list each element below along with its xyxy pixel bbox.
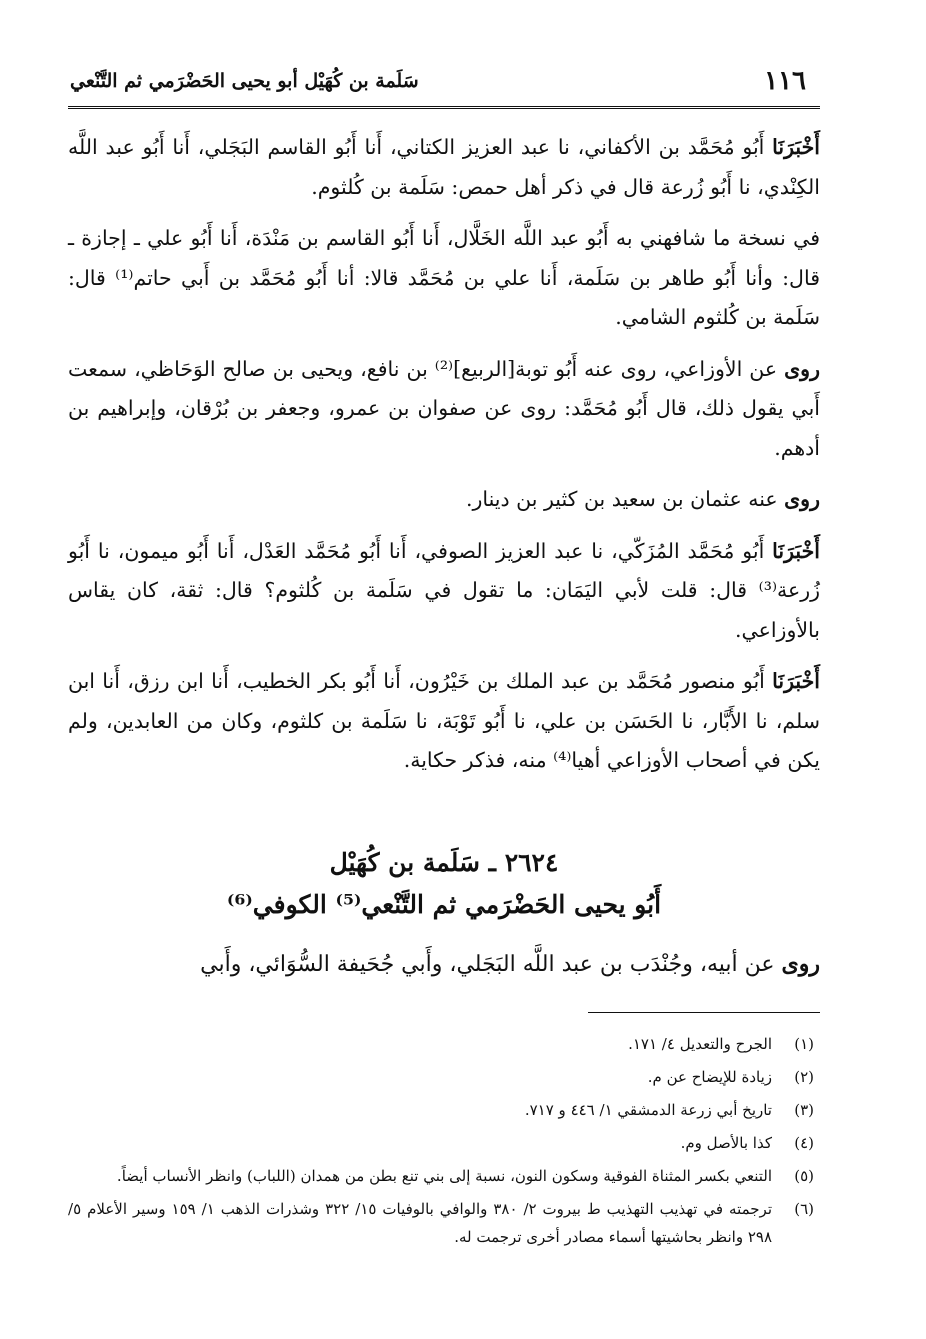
entry-lead: روى xyxy=(781,951,820,977)
footnote-text: كذا بالأصل وم. xyxy=(680,1134,772,1152)
paragraph-text: عنه عثمان بن سعيد بن كثير بن دينار. xyxy=(465,487,785,511)
paragraph xyxy=(68,128,820,207)
paragraph-lead: أَخْبَرَنَا xyxy=(772,669,820,693)
footnote-text: زيادة للإيضاح عن م. xyxy=(647,1068,772,1086)
paragraph-text: أَبُو منصور مُحَمَّد بن عبد الملك بن خَيْرُون، أَنا أَبُو بكر الخطيب، أَنا ابن رزق، أَنا ابن سلم، نا الأَبَّار، نا الحَسَن بن علي، نا أَبُو تَوْبَة، نا سَلَمة بن كلثوم، وكان من العابدين، ولم يكن في أصحاب الأوزاعي أهيا⁽⁴⁾ منه، فذكر حكاية. xyxy=(68,669,820,772)
paragraph-text: أَبُو مُحَمَّد المُزَكّي، نا عبد العزيز الصوفي، أَنا أَبُو مُحَمَّد العَدْل، أَنا أَبُو ميمون، نا أَبُو زُرعة⁽³⁾ قال: قلت لأبي اليَمَان: ما تقول في سَلَمة بن كُلثوم؟ قال: ثقة، كان يقاس بالأوزاعي. xyxy=(68,538,820,642)
footnotes xyxy=(68,1030,820,1256)
footnote xyxy=(68,1063,820,1091)
footnote-text: التنعي بكسر المثناة الفوقية وسكون النون، نسبة إلى بني تنع بطن من همدان (اللباب) وانظر الأنساب أيضاً. xyxy=(116,1167,772,1185)
footnote-number: (٤) xyxy=(794,1134,814,1152)
footnote-number: (٣) xyxy=(794,1101,814,1119)
footnote-text: تاريخ أبي زرعة الدمشقي ١/ ٤٤٦ و ٧١٧. xyxy=(524,1101,772,1119)
paragraph-text: عن الأوزاعي، روى عنه أَبُو توبة[الربيع]⁽²⁾ بن نافع، ويحيى بن صالح الوَحَاظي، سمعت أَبي يقول ذلك، قال أَبُو مُحَمَّد: روى عن صفوان بن عمرو، وجعفر بن بُرْقان، وإبراهيم بن أدهم. xyxy=(68,356,820,460)
footnote-number: (٢) xyxy=(794,1068,814,1086)
paragraph xyxy=(68,532,820,651)
page-header xyxy=(68,62,820,109)
paragraph xyxy=(68,219,820,338)
main-text xyxy=(68,128,820,793)
paragraph-lead: أَخْبَرَنَا xyxy=(772,538,820,563)
paragraph-lead: روى xyxy=(784,356,820,381)
page-number: ١١٦ xyxy=(764,66,806,96)
paragraph-text: في نسخة ما شافهني به أَبُو عبد اللَّه الخَلَّال، أَنا أَبُو القاسم بن مَنْدَة، أَنا أَبُو علي ـ إجازة ـ قال: وأنا أَبُو طاهر بن سَلَمة، أَنا علي بن مُحَمَّد قالا: أنا أَبُو مُحَمَّد بن أَبي حاتم⁽¹⁾ قال: سَلَمة بن كُلثوم الشامي. xyxy=(68,226,820,329)
footnote xyxy=(68,1129,820,1157)
entry-heading xyxy=(68,842,820,926)
paragraph-lead: أَخْبَرَنَا xyxy=(772,135,820,159)
paragraph xyxy=(68,662,820,781)
running-title: سَلَمة بن كُهَيْل أبو يحيى الحَضْرَمي ثم التَّنْعي xyxy=(70,70,419,92)
entry-body: عن أبيه، وجُنْدَب بن عبد اللَّه البَجَلي، وأَبي جُحَيفة السُّوَائي، وأَبي xyxy=(200,952,782,977)
entry-title: ٢٦٢٤ ـ سَلَمة بن كُهَيْل xyxy=(329,848,559,877)
entry-text xyxy=(68,944,820,985)
footnote-number: (٥) xyxy=(794,1167,814,1185)
footnote-text: الجرح والتعديل ٤/ ١٧١. xyxy=(628,1035,772,1053)
footnote-divider xyxy=(588,1012,820,1013)
footnote xyxy=(68,1162,820,1190)
paragraph-lead: روى xyxy=(784,487,820,511)
footnote-number: (٦) xyxy=(794,1200,814,1218)
footnote xyxy=(68,1096,820,1124)
footnote xyxy=(68,1030,820,1058)
paragraph xyxy=(68,480,820,520)
paragraph-text: أَبُو مُحَمَّد بن الأكفاني، نا عبد العزيز الكتاني، أَنا أَبُو القاسم البَجَلي، أَنا أَبُو عبد اللَّه الكِنْدي، نا أَبُو زُرعة قال في ذكر أهل حمص: سَلَمة بن كُلثوم. xyxy=(68,135,820,199)
paragraph xyxy=(68,350,820,469)
footnote xyxy=(68,1195,820,1251)
footnote-number: (١) xyxy=(794,1035,814,1053)
footnote-text: ترجمته في تهذيب التهذيب ط بيروت ٢/ ٣٨٠ والوافي بالوفيات ١٥/ ٣٢٢ وشذرات الذهب ١/ ١٥٩ وسير الأعلام ٥/ ٢٩٨ وانظر بحاشيتها أسماء مصادر أخرى ترجمت له. xyxy=(68,1200,773,1246)
entry-subtitle: أَبُو يحيى الحَضْرَمي ثم التَّنْعي⁽⁵⁾ الكوفي⁽⁶⁾ xyxy=(226,890,662,919)
